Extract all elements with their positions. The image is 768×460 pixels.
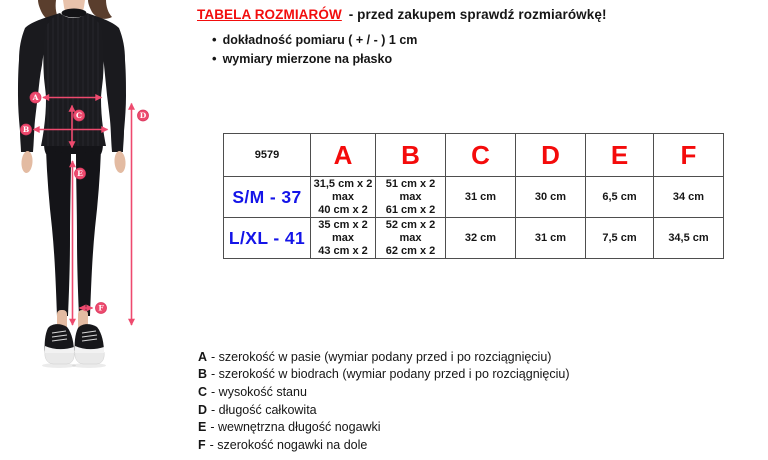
bullet-icon: • xyxy=(212,32,217,47)
col-header-d: D xyxy=(516,134,586,177)
note-text: dokładność pomiaru ( + / - ) 1 cm xyxy=(222,32,418,47)
col-header-e: E xyxy=(586,134,654,177)
size-label-lxl: L/XL - 41 xyxy=(224,218,311,259)
col-header-c: C xyxy=(446,134,516,177)
legend-item-d: D - długość całkowita xyxy=(198,402,317,417)
measurement-legend xyxy=(198,348,570,454)
title-subtitle: - przed zakupem sprawdź rozmiarówkę! xyxy=(348,7,607,22)
cell-lxl-e: 7,5 cm xyxy=(586,218,654,259)
badge-a: A xyxy=(32,93,39,103)
cell-lxl-c: 32 cm xyxy=(446,218,516,259)
note-flat-measure xyxy=(212,49,417,68)
legend-item-f: F - szerokość nogawki na dole xyxy=(198,437,368,452)
col-header-a: A xyxy=(311,134,376,177)
cell-sm-e: 6,5 cm xyxy=(586,177,654,218)
legend-item-c: C - wysokość stanu xyxy=(198,384,307,399)
legend-item-e: E - wewnętrzna długość nogawki xyxy=(198,420,381,435)
sweater-collar xyxy=(62,9,87,18)
badge-c: C xyxy=(76,111,82,121)
badge-f: F xyxy=(98,303,104,313)
legend-item-b: B - szerokość w biodrach (wymiar podany przed i po rozciągnięciu) xyxy=(198,367,570,382)
notes-list xyxy=(212,30,417,68)
cell-sm-a: 31,5 cm x 2 max 40 cm x 2 xyxy=(311,177,376,218)
badge-b: B xyxy=(22,125,30,135)
col-header-f: F xyxy=(654,134,724,177)
sneakers xyxy=(42,324,106,368)
cell-lxl-b: 52 cm x 2 max 62 cm x 2 xyxy=(376,218,446,259)
table-row-sm xyxy=(224,177,724,218)
bullet-icon: • xyxy=(212,51,217,66)
size-label-sm: S/M - 37 xyxy=(224,177,311,218)
cell-sm-f: 34 cm xyxy=(654,177,724,218)
badge-d: D xyxy=(139,111,147,121)
table-row-lxl xyxy=(224,218,724,259)
cell-lxl-d: 31 cm xyxy=(516,218,586,259)
cell-sm-b: 51 cm x 2 max 61 cm x 2 xyxy=(376,177,446,218)
cell-sm-c: 31 cm xyxy=(446,177,516,218)
cell-lxl-a: 35 cm x 2 max 43 cm x 2 xyxy=(311,218,376,259)
title-highlight: TABELA ROZMIARÓW xyxy=(197,7,342,22)
legend-item-a: A - szerokość w pasie (wymiar podany przed i po rozciągnięciu) xyxy=(198,349,552,364)
model-hands xyxy=(21,151,127,174)
product-code: 9579 xyxy=(224,134,311,177)
col-header-b: B xyxy=(376,134,446,177)
table-header-row xyxy=(224,134,724,177)
model-photo xyxy=(0,0,160,380)
size-table xyxy=(223,133,724,259)
page-title xyxy=(197,7,607,22)
note-accuracy xyxy=(212,30,417,49)
note-text: wymiary mierzone na płasko xyxy=(222,51,393,66)
model-leggings xyxy=(44,140,103,316)
badge-e: E xyxy=(77,169,83,179)
cell-sm-d: 30 cm xyxy=(516,177,586,218)
cell-lxl-f: 34,5 cm xyxy=(654,218,724,259)
